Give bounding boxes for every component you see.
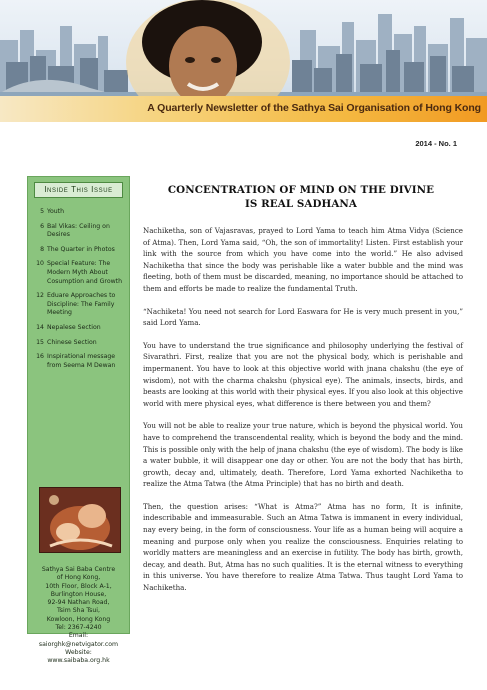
toc-page-number: 14 [36, 323, 44, 331]
address-line: 10th Floor, Block A-1, [45, 582, 112, 590]
toc-label: Special Feature: The Modern Myth About Cosumption and Growth [47, 260, 123, 285]
inside-this-issue-sidebar [27, 176, 130, 665]
address-line: of Hong Kong, [56, 574, 101, 582]
toc-label: Nepalese Section [47, 323, 101, 331]
headline-line: CONCENTRATION OF MIND ON THE DIVINE [167, 184, 435, 196]
toc-label: The Quarter in Photos [47, 245, 115, 253]
email-label: Email: [68, 632, 89, 640]
address-line: Burlington House, [50, 590, 107, 598]
toc-item[interactable] [32, 324, 125, 333]
toc-item[interactable] [32, 353, 125, 370]
table-of-contents [28, 208, 129, 370]
toc-page-number: 10 [36, 260, 44, 268]
address-line: 92-94 Nathan Road, [47, 599, 110, 607]
toc-page-number: 8 [40, 245, 44, 253]
website-label: Website: [65, 648, 92, 656]
masthead-banner [0, 0, 487, 122]
toc-label: Youth [47, 208, 65, 215]
article-paragraph: Then, the question arises: “What is Atma?” Atma has no form, It is infinite, indescribable and immeasurable. Such an Atma Tatwa is immanent in every individual, nay every being, in the form of consciousness. Your life as a human being will acquire a meaning and purpose only when you realize the consciousness. Enquiries relating to worldly matters are meaningless and an exercise in futility. The body has birth, growth, decay, and death. But, Atma has no such qualities. It is the eternal witness to everything in this universe. You have therefore to realize Atma Tatwa. Thus taught Lord Yama to Nachiketha. [143, 501, 463, 593]
toc-item[interactable] [32, 223, 125, 240]
article-headline [140, 183, 462, 211]
article-paragraph: You have to understand the true significance and philosophy underlying the festival of Sivarathri. First, realize that you are not the physical body, which is perishable and impermanent. You have to look at this objective world with jnana chakshu (the eye of wisdom), not with the charma chakshu (physical eye). The animals, insects, birds, and beasts are looking at this world with their physical eyes. If you also look at this objective world with mere physical eyes, what difference is there between you and them? [143, 340, 463, 408]
address-line: Kowloon, Hong Kong [46, 615, 111, 623]
sidebar-title: Inside This Issue [34, 182, 123, 198]
address-line: Tsim Sha Tsui, [57, 607, 100, 615]
newsletter-tagline: A Quarterly Newsletter of the Sathya Sai Organisation of Hong Kong [147, 102, 481, 114]
toc-label: Bal Vikas: Ceiling on Desires [47, 222, 110, 239]
toc-item[interactable] [32, 260, 125, 286]
contact-address [28, 566, 129, 666]
toc-page-number: 16 [36, 353, 44, 361]
toc-item[interactable] [32, 339, 125, 348]
toc-item[interactable] [32, 246, 125, 255]
email-link[interactable]: saiorghk@netvigator.com [38, 640, 119, 648]
address-line: Sathya Sai Baba Centre [41, 566, 116, 573]
toc-page-number: 5 [40, 208, 44, 215]
toc-label: Inspirational message from Seema M Dewan [47, 353, 116, 369]
toc-label: Chinese Section [47, 338, 97, 346]
website-link[interactable]: www.saibaba.org.hk [47, 657, 110, 665]
issue-number: 2014 - No. 1 [415, 139, 457, 148]
article-body [143, 225, 463, 605]
toc-item[interactable] [32, 292, 125, 318]
sidebar-photo [39, 487, 121, 553]
article-paragraph: Nachiketha, son of Vajasravas, prayed to Lord Yama to teach him Atma Vidya (Science of Atma). Then, Lord Yama said, “Oh, the son of immortality! Listen. First establish your link with the source from which you have come into the world.” He also advised Nachiketha that since the body was perishable like a water bubble and the mind was fleeting, both of them must be discarded, meaning, no importance should be attached to them and efforts be made to realize the fundamental Truth. [143, 226, 463, 293]
toc-item[interactable] [32, 208, 125, 217]
article-paragraph: You will not be able to realize your true nature, which is beyond the physical world. You have to comprehend the transcendental reality, which is beyond the body and the mind. This is possible only with the help of jnana chakshu (the eye of wisdom). The body is like a water bubble, it will disappear one day or other. You are not the body that has birth, growth, decay and, ultimately, death. Therefore, Lord Yama exhorted Nachiketha to realize the Atma Tatwa (the Atma Principle) that has no birth and death. [143, 421, 463, 489]
headline-line: IS REAL SADHANA [244, 198, 358, 210]
toc-label: Eduare Approaches to Discipline: The Family Meeting [47, 292, 116, 317]
toc-page-number: 6 [40, 222, 44, 230]
article-paragraph: “Nachiketa! You need not search for Lord Easwara for He is very much present in you,” said Lord Yama. [143, 306, 463, 328]
phone-line: Tel: 2367-4240 [55, 624, 102, 632]
toc-page-number: 12 [36, 292, 44, 300]
toc-page-number: 15 [36, 338, 44, 346]
